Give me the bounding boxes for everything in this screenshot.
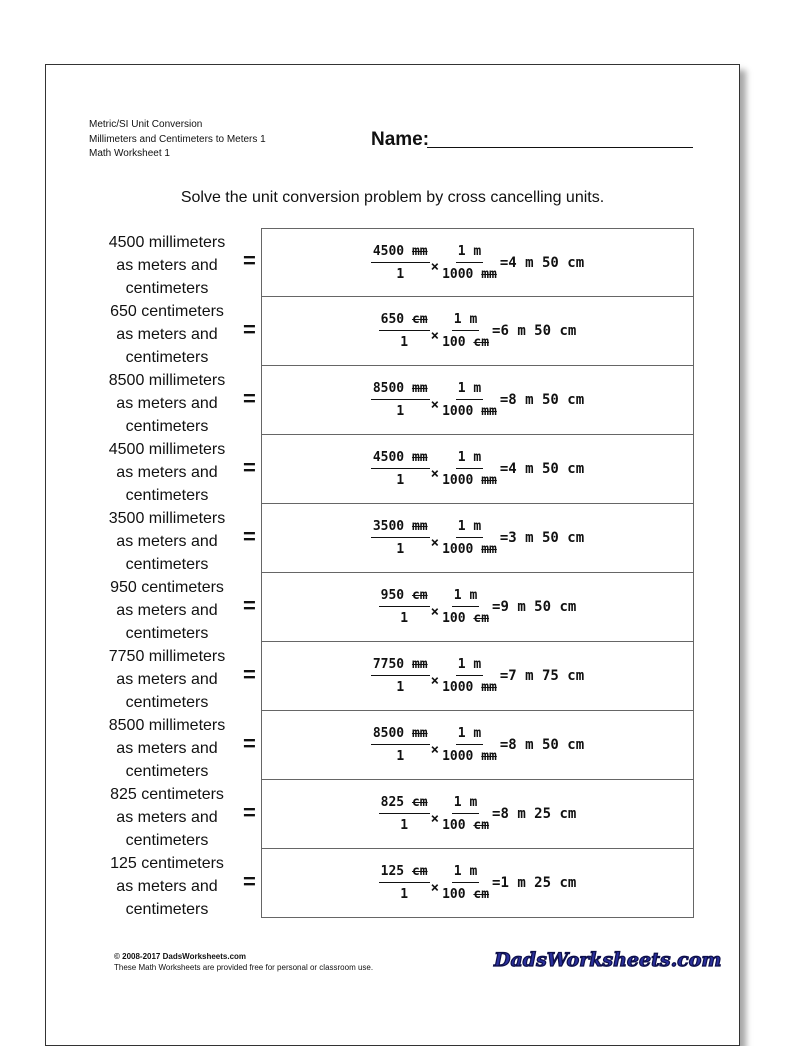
problem-row	[89, 366, 694, 435]
conversion-denominator	[440, 676, 499, 695]
equals-sign: =	[243, 455, 256, 480]
equals-sign: =	[243, 524, 256, 549]
conversion-denominator	[440, 263, 499, 282]
problem-quantity: 8500 millimeters	[108, 717, 226, 734]
cancelled-unit: cm	[411, 312, 428, 327]
problem-row	[89, 780, 694, 849]
conversion-numerator: 1 m	[452, 588, 479, 607]
answer-result: =7 m 75 cm	[499, 668, 585, 684]
conversion-denominator	[440, 883, 491, 902]
given-fraction	[371, 726, 430, 764]
cancelled-unit: mm	[411, 657, 428, 672]
footer	[114, 951, 373, 973]
given-fraction	[379, 864, 430, 902]
problem-as: as meters and	[116, 326, 218, 343]
given-value: 4500	[372, 243, 405, 259]
instructions: Solve the unit conversion problem by cross cancelling units.	[180, 189, 605, 206]
problem-as: as meters and	[116, 671, 218, 688]
equals-sign: =	[243, 317, 256, 342]
problem-text	[89, 576, 245, 645]
conversion-numerator: 1 m	[452, 864, 479, 883]
worksheet-page	[45, 64, 740, 1046]
answer-result: =3 m 50 cm	[499, 530, 585, 546]
problem-text	[89, 507, 245, 576]
conversion-expression	[262, 573, 693, 641]
conversion-denominator	[440, 814, 491, 833]
given-value: 950	[380, 588, 405, 603]
answer-box	[261, 780, 694, 849]
given-value: 8500	[372, 726, 405, 741]
usage-note: These Math Worksheets are provided free for personal or classroom use.	[114, 963, 374, 972]
problem-quantity: 8500 millimeters	[108, 372, 226, 389]
equals-sign: =	[243, 593, 256, 618]
problem-as: as meters and	[116, 464, 218, 481]
cancelled-unit: mm	[411, 381, 428, 396]
multiply-sign: ×	[430, 810, 440, 827]
given-denominator: 1	[400, 611, 409, 626]
given-numerator	[371, 244, 430, 263]
given-denominator: 1	[400, 335, 409, 350]
conversion-denominator	[440, 331, 491, 350]
conversion-value: 1000	[442, 266, 474, 282]
conversion-numerator: 1 m	[456, 244, 483, 263]
given-value: 8500	[372, 381, 405, 396]
problem-quantity: 7750 millimeters	[108, 648, 226, 665]
conversion-expression	[262, 366, 693, 434]
cancelled-unit: mm	[481, 473, 497, 488]
cancelled-unit: cm	[411, 588, 428, 603]
conversion-fraction	[440, 244, 499, 282]
problem-as: as meters and	[116, 257, 218, 274]
given-fraction	[371, 244, 430, 282]
conversion-denominator	[440, 538, 499, 557]
conversion-numerator: 1 m	[456, 726, 483, 745]
problem-quantity: 4500 millimeters	[108, 441, 226, 458]
cancelled-unit: cm	[473, 611, 490, 626]
answer-result: =4 m 50 cm	[499, 461, 585, 477]
dadsworksheets-logo	[492, 940, 722, 976]
cancelled-unit: cm	[411, 795, 428, 810]
problem-text	[89, 714, 245, 783]
answer-box	[261, 711, 694, 780]
answer-box	[261, 642, 694, 711]
problem-target-unit: centimeters	[125, 418, 209, 435]
equals-sign: =	[243, 386, 256, 411]
answer-box	[261, 435, 694, 504]
conversion-value: 1000	[442, 680, 474, 695]
problem-quantity: 650 centimeters	[110, 303, 224, 320]
conversion-numerator: 1 m	[452, 795, 479, 814]
given-value: 3500	[372, 519, 405, 534]
problem-text	[89, 300, 245, 369]
equals-sign: =	[243, 248, 256, 273]
problem-text	[89, 369, 245, 438]
problem-as: as meters and	[116, 809, 218, 826]
conversion-value: 100	[442, 818, 466, 833]
conversion-numerator: 1 m	[456, 519, 483, 538]
conversion-value: 100	[442, 335, 466, 350]
problem-quantity: 125 centimeters	[110, 855, 224, 872]
cancelled-unit: mm	[481, 404, 497, 419]
conversion-fraction	[440, 519, 499, 557]
problem-row	[89, 642, 694, 711]
problem-row	[89, 711, 694, 780]
conversion-value: 100	[442, 887, 466, 902]
conversion-numerator: 1 m	[456, 381, 483, 400]
problem-target-unit: centimeters	[125, 832, 209, 849]
given-value: 7750	[372, 657, 405, 672]
worksheet-header	[89, 118, 266, 162]
header-subject: Metric/SI Unit Conversion	[89, 119, 203, 130]
given-numerator	[371, 381, 430, 400]
logo-text: DadsWorksheets.com	[494, 949, 722, 971]
multiply-sign: ×	[430, 465, 440, 482]
conversion-value: 1000	[442, 542, 474, 557]
problem-target-unit: centimeters	[125, 280, 209, 297]
given-denominator: 1	[396, 404, 405, 419]
conversion-fraction	[440, 381, 499, 419]
answer-result: =8 m 25 cm	[492, 806, 577, 822]
given-fraction	[371, 657, 430, 695]
conversion-denominator	[440, 607, 491, 626]
cancelled-unit: mm	[411, 450, 428, 465]
conversion-expression	[262, 780, 693, 848]
cancelled-unit: mm	[411, 519, 428, 534]
conversion-fraction	[440, 864, 491, 902]
equals-sign: =	[243, 731, 256, 756]
answer-result: =4 m 50 cm	[499, 254, 585, 271]
given-denominator: 1	[396, 542, 405, 557]
problem-as: as meters and	[116, 602, 218, 619]
conversion-fraction	[440, 312, 491, 350]
copyright: © 2008-2017 DadsWorksheets.com	[114, 952, 247, 961]
given-numerator	[379, 312, 430, 331]
problem-target-unit: centimeters	[125, 901, 209, 918]
problem-text	[89, 852, 245, 921]
problem-row	[89, 573, 694, 642]
problem-target-unit: centimeters	[125, 487, 209, 504]
problem-target-unit: centimeters	[125, 694, 209, 711]
given-value: 825	[380, 795, 405, 810]
header-worksheet: Math Worksheet 1	[89, 148, 170, 159]
answer-result: =8 m 50 cm	[499, 737, 585, 753]
conversion-value: 1000	[442, 749, 474, 764]
given-numerator	[371, 450, 430, 469]
given-denominator: 1	[400, 818, 409, 833]
problem-as: as meters and	[116, 740, 218, 757]
conversion-denominator	[440, 400, 499, 419]
conversion-numerator: 1 m	[456, 657, 483, 676]
equals-sign: =	[243, 800, 256, 825]
given-denominator: 1	[396, 680, 405, 695]
problem-target-unit: centimeters	[125, 763, 209, 780]
conversion-value: 1000	[442, 473, 474, 488]
problem-row	[89, 297, 694, 366]
cancelled-unit: mm	[411, 726, 428, 741]
answer-box	[261, 228, 694, 297]
problem-target-unit: centimeters	[125, 349, 209, 366]
problem-quantity: 950 centimeters	[110, 579, 224, 596]
conversion-expression	[262, 711, 693, 779]
multiply-sign: ×	[430, 396, 440, 413]
multiply-sign: ×	[430, 672, 440, 689]
cancelled-unit: mm	[411, 243, 428, 259]
problem-row	[89, 228, 694, 297]
given-denominator: 1	[396, 266, 405, 282]
problem-list	[89, 228, 694, 918]
conversion-expression	[262, 297, 693, 365]
given-numerator	[379, 588, 430, 607]
conversion-fraction	[440, 795, 491, 833]
header-topic: Millimeters and Centimeters to Meters 1	[89, 133, 266, 145]
answer-box	[261, 849, 694, 918]
multiply-sign: ×	[430, 534, 440, 551]
given-numerator	[379, 795, 430, 814]
problem-text	[89, 645, 245, 714]
given-numerator	[371, 519, 430, 538]
equals-sign: =	[243, 662, 256, 687]
given-fraction	[371, 450, 430, 488]
given-value: 650	[380, 312, 405, 327]
conversion-denominator	[440, 745, 499, 764]
conversion-value: 1000	[442, 404, 474, 419]
given-numerator	[371, 726, 430, 745]
conversion-value: 100	[442, 611, 466, 626]
conversion-expression	[262, 229, 693, 296]
conversion-fraction	[440, 588, 491, 626]
conversion-denominator	[440, 469, 499, 488]
problem-as: as meters and	[116, 395, 218, 412]
cancelled-unit: mm	[481, 266, 497, 282]
multiply-sign: ×	[430, 741, 440, 758]
conversion-numerator: 1 m	[456, 450, 483, 469]
problem-as: as meters and	[116, 878, 218, 895]
problem-target-unit: centimeters	[125, 625, 209, 642]
problem-quantity: 825 centimeters	[110, 786, 224, 803]
given-denominator: 1	[400, 887, 409, 902]
given-denominator: 1	[396, 473, 405, 488]
cancelled-unit: cm	[473, 335, 490, 350]
problem-text	[89, 231, 245, 300]
cancelled-unit: mm	[481, 749, 497, 764]
name-blank-line	[427, 147, 693, 148]
answer-result: =9 m 50 cm	[492, 599, 577, 615]
given-value: 4500	[372, 450, 405, 465]
equals-sign: =	[243, 869, 256, 894]
given-denominator: 1	[396, 749, 405, 764]
cancelled-unit: mm	[481, 680, 497, 695]
conversion-expression	[262, 504, 693, 572]
problem-quantity: 3500 millimeters	[108, 510, 226, 527]
conversion-fraction	[440, 726, 499, 764]
answer-box	[261, 297, 694, 366]
given-numerator	[379, 864, 430, 883]
conversion-numerator: 1 m	[452, 312, 479, 331]
conversion-expression	[262, 849, 693, 917]
given-numerator	[371, 657, 430, 676]
name-label: Name:	[371, 129, 430, 150]
conversion-expression	[262, 435, 693, 503]
cancelled-unit: cm	[473, 818, 490, 833]
conversion-fraction	[440, 450, 499, 488]
problem-as: as meters and	[116, 533, 218, 550]
answer-result: =6 m 50 cm	[492, 323, 577, 339]
problem-text	[89, 438, 245, 507]
answer-result: =8 m 50 cm	[499, 392, 585, 408]
given-fraction	[379, 312, 430, 350]
cancelled-unit: cm	[473, 887, 490, 902]
multiply-sign: ×	[430, 603, 440, 620]
given-value: 125	[380, 864, 405, 879]
cancelled-unit: mm	[481, 542, 497, 557]
multiply-sign: ×	[430, 327, 440, 344]
problem-row	[89, 435, 694, 504]
given-fraction	[379, 588, 430, 626]
problem-row	[89, 849, 694, 918]
answer-box	[261, 366, 694, 435]
multiply-sign: ×	[430, 259, 440, 275]
conversion-expression	[262, 642, 693, 710]
problem-quantity: 4500 millimeters	[108, 234, 226, 251]
given-fraction	[379, 795, 430, 833]
given-fraction	[371, 519, 430, 557]
multiply-sign: ×	[430, 879, 440, 896]
answer-result: =1 m 25 cm	[492, 875, 577, 891]
answer-box	[261, 573, 694, 642]
problem-text	[89, 783, 245, 852]
conversion-fraction	[440, 657, 499, 695]
answer-box	[261, 504, 694, 573]
given-fraction	[371, 381, 430, 419]
cancelled-unit: cm	[411, 864, 428, 879]
problem-row	[89, 504, 694, 573]
problem-target-unit: centimeters	[125, 556, 209, 573]
